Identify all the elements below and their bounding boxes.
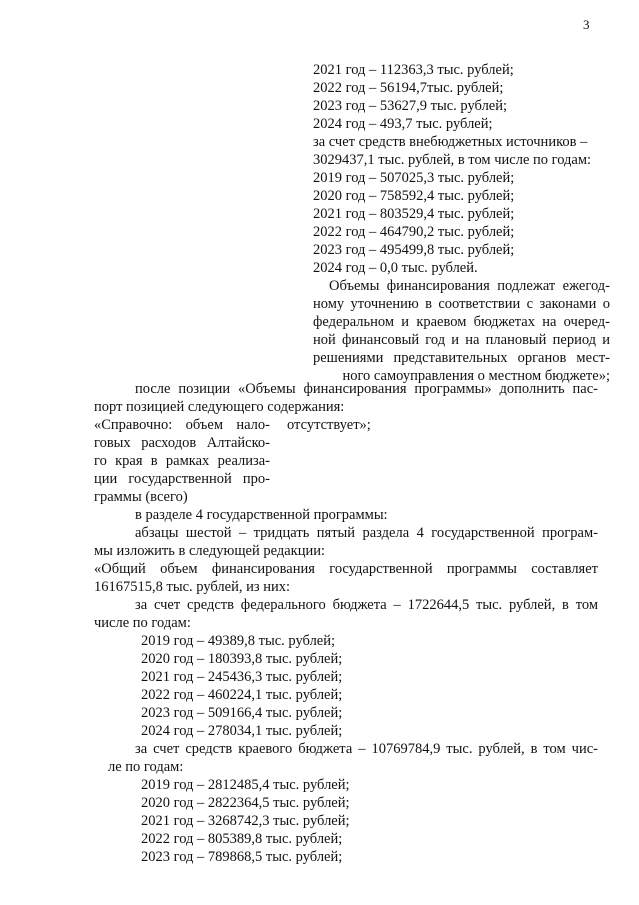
year-line: 2022 год – 460224,1 тыс. рублей;: [141, 687, 343, 703]
passport-line: 2022 год – 464790,2 тыс. рублей;: [313, 224, 515, 240]
table-cell-line: ции государственной про-: [94, 471, 270, 487]
body-line: в разделе 4 государственной программы:: [135, 507, 388, 523]
year-line: 2019 год – 2812485,4 тыс. рублей;: [141, 777, 350, 793]
passport-line: 2022 год – 56194,7тыс. рублей;: [313, 80, 504, 96]
year-line: 2020 год – 2822364,5 тыс. рублей;: [141, 795, 350, 811]
body-line: 16167515,8 тыс. рублей, из них:: [94, 579, 290, 595]
passport-line: 3029437,1 тыс. рублей, в том числе по годам:: [313, 152, 592, 168]
body-line: абзацы шестой – тридцать пятый раздела 4 государственной програм-: [135, 525, 598, 541]
body-line: порт позицией следующего содержания:: [94, 399, 345, 415]
body-line: числе по годам:: [94, 615, 191, 631]
passport-line: 2020 год – 758592,4 тыс. рублей;: [313, 188, 515, 204]
table-cell-line: го края в рамках реализа-: [94, 453, 270, 469]
passport-line: 2024 год – 493,7 тыс. рублей;: [313, 116, 493, 132]
body-line: за счет средств краевого бюджета – 10769784,9 тыс. рублей, в том чис-: [135, 741, 598, 757]
table-cell-value: отсутствует»;: [287, 417, 371, 433]
body-line: после позиции «Объемы финансирования программы» дополнить пас-: [135, 381, 598, 397]
passport-paragraph-line: Объемы финансирования подлежат ежегод-: [329, 278, 610, 294]
table-cell-line: говых расходов Алтайско-: [94, 435, 270, 451]
passport-line: 2023 год – 495499,8 тыс. рублей;: [313, 242, 515, 258]
passport-paragraph-line: ному уточнению в соответствии с законами о: [313, 296, 610, 312]
passport-paragraph-line: решениями представительных органов мест-: [313, 350, 610, 366]
table-cell-line: «Справочно: объем нало-: [94, 417, 270, 433]
body-line: ле по годам:: [108, 759, 184, 775]
body-line: за счет средств федерального бюджета – 1722644,5 тыс. рублей, в том: [135, 597, 598, 613]
passport-line: 2024 год – 0,0 тыс. рублей.: [313, 260, 478, 276]
passport-line: 2023 год – 53627,9 тыс. рублей;: [313, 98, 508, 114]
year-line: 2022 год – 805389,8 тыс. рублей;: [141, 831, 343, 847]
year-line: 2021 год – 3268742,3 тыс. рублей;: [141, 813, 350, 829]
year-line: 2021 год – 245436,3 тыс. рублей;: [141, 669, 343, 685]
passport-line: 2019 год – 507025,3 тыс. рублей;: [313, 170, 515, 186]
year-line: 2023 год – 509166,4 тыс. рублей;: [141, 705, 343, 721]
page-number: 3: [583, 17, 590, 32]
passport-paragraph-line: ной финансовый год и на плановый период и: [313, 332, 610, 348]
passport-paragraph-line: федеральном и краевом бюджетах на очеред-: [313, 314, 610, 330]
passport-paragraph-line: ного самоуправления о местном бюджете»;: [342, 368, 610, 384]
year-line: 2023 год – 789868,5 тыс. рублей;: [141, 849, 343, 865]
body-line: «Общий объем финансирования государственной программы составляет: [94, 561, 598, 577]
year-line: 2020 год – 180393,8 тыс. рублей;: [141, 651, 343, 667]
passport-line: 2021 год – 803529,4 тыс. рублей;: [313, 206, 515, 222]
passport-line: 2021 год – 112363,3 тыс. рублей;: [313, 62, 514, 78]
table-cell-line: граммы (всего): [94, 489, 188, 505]
passport-line: за счет средств внебюджетных источников –: [313, 134, 588, 150]
year-line: 2024 год – 278034,1 тыс. рублей;: [141, 723, 343, 739]
year-line: 2019 год – 49389,8 тыс. рублей;: [141, 633, 336, 649]
body-line: мы изложить в следующей редакции:: [94, 543, 326, 559]
